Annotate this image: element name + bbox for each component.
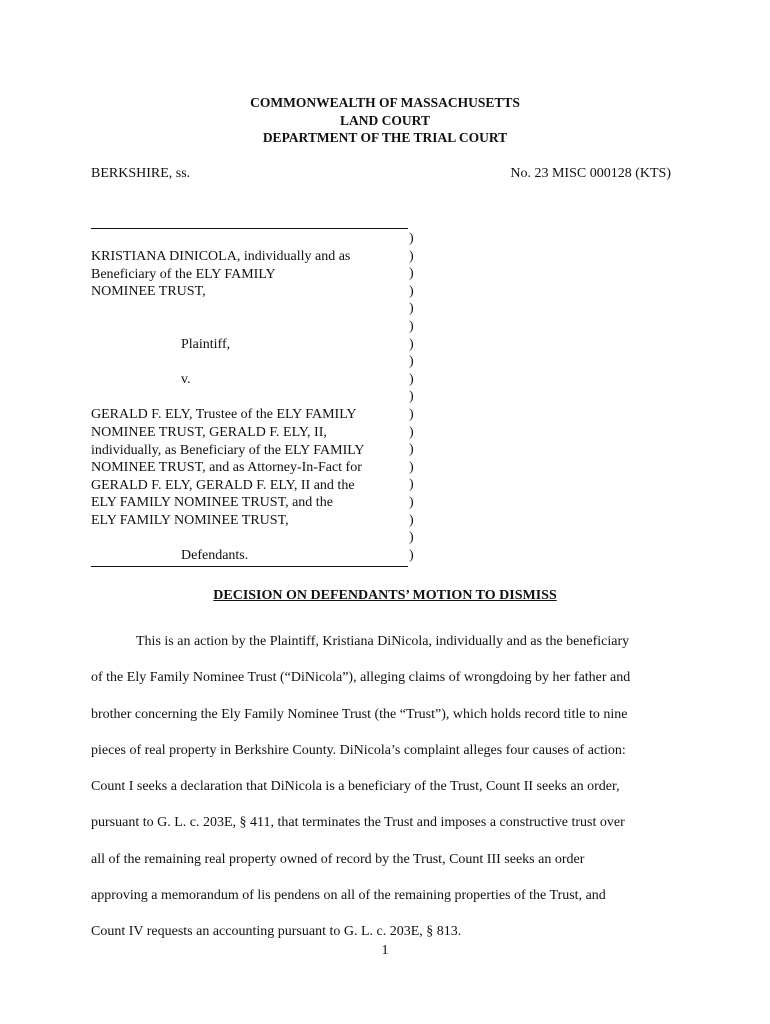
- caption-paren: ): [409, 283, 414, 299]
- plaintiff-line: Beneficiary of the ELY FAMILY: [91, 266, 276, 282]
- body-line: Count I seeks a declaration that DiNicola is a beneficiary of the Trust, Count II seeks an order,: [91, 779, 620, 795]
- caption-paren: ): [409, 512, 414, 528]
- body-line: This is an action by the Plaintiff, Kristiana DiNicola, individually and as the beneficiary: [136, 634, 630, 649]
- body-line: all of the remaining real property owned of record by the Trust, Count III seeks an order: [91, 851, 585, 867]
- docket-number: No. 23 MISC 000128 (KTS): [510, 166, 671, 181]
- caption-rule-bottom: [91, 566, 408, 567]
- caption-paren: ): [409, 266, 414, 282]
- plaintiff-line: KRISTIANA DINICOLA, individually and as: [91, 249, 351, 264]
- defendant-role: Defendants.: [181, 548, 249, 564]
- caption-paren: ): [409, 389, 414, 405]
- body-line: pursuant to G. L. c. 203E, § 411, that terminates the Trust and imposes a constructive trust over: [91, 815, 625, 831]
- versus-label: v.: [181, 372, 191, 388]
- defendant-line: GERALD F. ELY, GERALD F. ELY, II and the: [91, 477, 355, 493]
- caption-paren: ): [409, 494, 414, 510]
- defendant-line: ELY FAMILY NOMINEE TRUST, and the: [91, 495, 333, 511]
- case-caption: [91, 248, 401, 565]
- body-line: approving a memorandum of lis pendens on all of the remaining properties of the Trust, and: [91, 888, 606, 904]
- caption-paren: ): [409, 231, 414, 246]
- plaintiff-role: Plaintiff,: [181, 336, 231, 352]
- caption-paren: ): [409, 301, 414, 317]
- decision-title: DECISION ON DEFENDANTS’ MOTION TO DISMISS: [213, 588, 557, 603]
- caption-paren: ): [409, 442, 414, 458]
- caption-paren-column: [409, 230, 414, 564]
- decision-body: [91, 624, 691, 951]
- defendant-line: individually, as Beneficiary of the ELY FAMILY: [91, 442, 365, 458]
- caption-paren: ): [409, 459, 414, 475]
- defendant-line: GERALD F. ELY, Trustee of the ELY FAMILY: [91, 407, 357, 423]
- defendant-line: NOMINEE TRUST, GERALD F. ELY, II,: [91, 424, 327, 440]
- header-commonwealth: COMMONWEALTH OF MASSACHUSETTS: [250, 95, 520, 110]
- header-court: LAND COURT: [340, 112, 430, 128]
- caption-paren: ): [409, 530, 414, 546]
- caption-paren: ): [409, 336, 414, 352]
- header-department: DEPARTMENT OF THE TRIAL COURT: [262, 130, 508, 145]
- body-line: Count IV requests an accounting pursuant to G. L. c. 203E, § 813.: [91, 924, 462, 940]
- court-header: [0, 94, 770, 147]
- body-line: of the Ely Family Nominee Trust (“DiNicola”), alleging claims of wrongdoing by her father and: [91, 670, 631, 686]
- defendant-line: NOMINEE TRUST, and as Attorney-In-Fact for: [91, 460, 362, 476]
- body-line: pieces of real property in Berkshire County. DiNicola’s complaint alleges four causes of action:: [91, 742, 626, 758]
- caption-paren: ): [409, 354, 414, 370]
- page-number: 1: [381, 943, 389, 958]
- caption-paren: ): [409, 248, 414, 264]
- caption-paren: ): [409, 424, 414, 440]
- caption-paren: ): [409, 547, 414, 563]
- plaintiff-line: NOMINEE TRUST,: [91, 284, 206, 300]
- venue: BERKSHIRE, ss.: [91, 166, 191, 181]
- caption-paren: ): [409, 371, 414, 387]
- caption-paren: ): [409, 406, 414, 422]
- caption-paren: ): [409, 477, 414, 493]
- caption-paren: ): [409, 318, 414, 334]
- defendant-line: ELY FAMILY NOMINEE TRUST,: [91, 512, 289, 528]
- caption-rule-top: [91, 228, 408, 229]
- body-line: brother concerning the Ely Family Nominee Trust (the “Trust”), which holds record title to nine: [91, 706, 628, 722]
